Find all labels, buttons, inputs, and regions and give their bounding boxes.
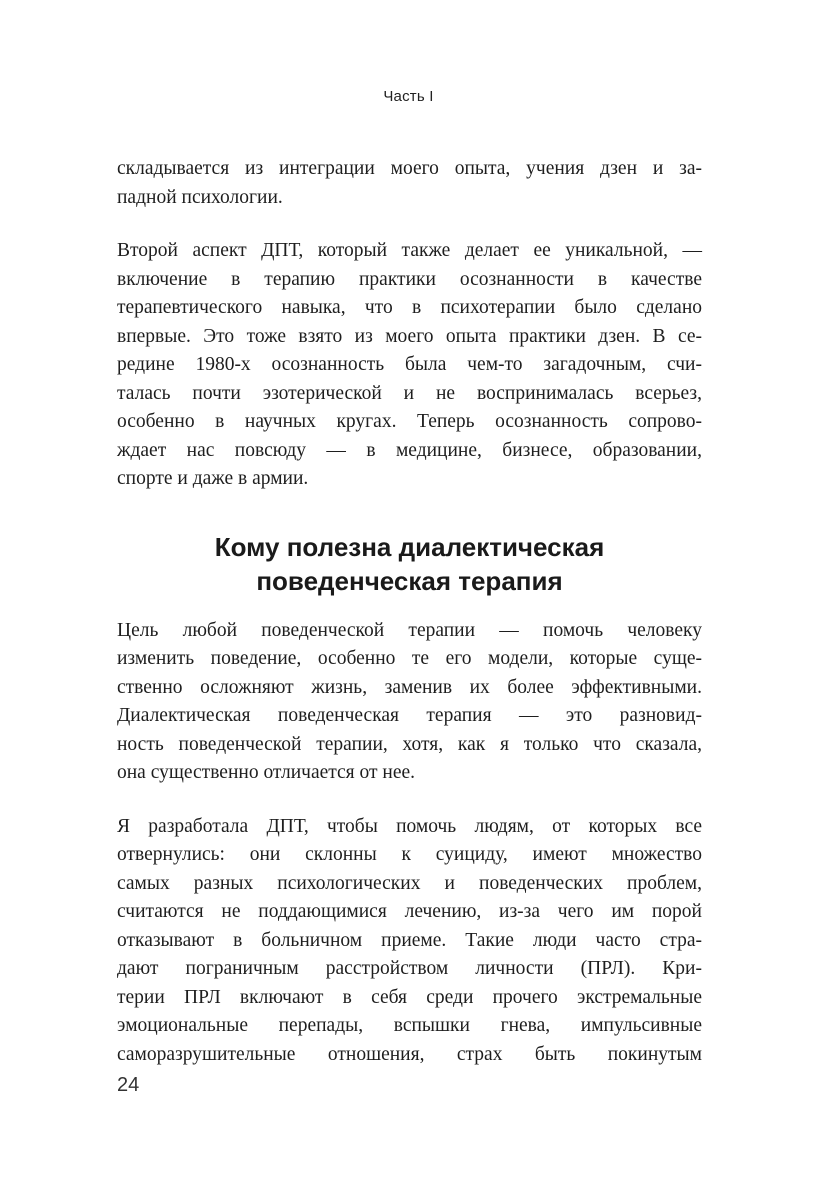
text-line: отвернулись: они склонны к суициду, имеют множество — [117, 844, 702, 865]
text-line: редине 1980-х осознанность была чем-то загадочным, счи- — [117, 354, 702, 375]
text-line: терапевтического навыка, что в психотерапии было сделано — [117, 297, 702, 318]
text-line: талась почти эзотерической и не воспринималась всерьез, — [117, 382, 702, 404]
text-line: саморазрушительные отношения, страх быть покинутым — [117, 1043, 702, 1065]
text-line: падной психологии. — [117, 186, 283, 208]
text-line: впервые. Это тоже взято из моего опыта практики дзен. В се- — [117, 325, 702, 347]
text-line: Цель любой поведенческой терапии — помочь человеку — [117, 619, 702, 641]
text-line: Диалектическая поведенческая терапия — это разновид- — [117, 705, 702, 726]
text-line: Второй аспект ДПТ, который также делает ее уникальной, — — [117, 240, 702, 261]
text-line: дают пограничным расстройством личности (ПРЛ). Кри- — [117, 958, 702, 979]
text-line: особенно в научных кругах. Теперь осознанность сопрово- — [117, 411, 702, 432]
text-line: Я разработала ДПТ, чтобы помочь людям, от которых все — [117, 815, 702, 837]
text-line: отказывают в больничном приеме. Такие люди часто стра- — [117, 929, 702, 951]
text-line: самых разных психологических и поведенческих проблем, — [117, 872, 702, 894]
body-text — [117, 155, 702, 1069]
paragraph-4 — [117, 813, 702, 1070]
text-line: спорте и даже в армии. — [117, 468, 309, 489]
text-line: эмоциональные перепады, вспышки гнева, импульсивные — [117, 1015, 702, 1036]
text-line: терии ПРЛ включают в себя среди прочего экстремальные — [117, 986, 702, 1008]
text-line: ность поведенческой терапии, хотя, как я только что сказала, — [117, 733, 702, 755]
text-line: считаются не поддающимися лечению, из-за чего им порой — [117, 901, 702, 922]
text-line: изменить поведение, особенно те его модели, которые суще- — [117, 648, 702, 669]
paragraph-3 — [117, 617, 702, 788]
text-line: ственно осложняют жизнь, заменив их более эффективными. — [117, 676, 702, 698]
text-line: она существенно отличается от нее. — [117, 762, 416, 783]
section-heading — [117, 530, 702, 598]
text-line: включение в терапию практики осознанности в качестве — [117, 268, 702, 290]
text-line: ждает нас повсюду — в медицине, бизнесе, образовании, — [117, 439, 702, 461]
page-number: 24 — [117, 1074, 140, 1096]
running-head: Часть I — [383, 88, 434, 105]
section-heading-line: поведенческая терапия — [256, 565, 563, 596]
section-heading-line: Кому полезна диалектическая — [214, 531, 605, 562]
paragraph-1 — [117, 155, 702, 212]
paragraph-2 — [117, 237, 702, 494]
text-line: складывается из интеграции моего опыта, учения дзен и за- — [117, 158, 702, 179]
